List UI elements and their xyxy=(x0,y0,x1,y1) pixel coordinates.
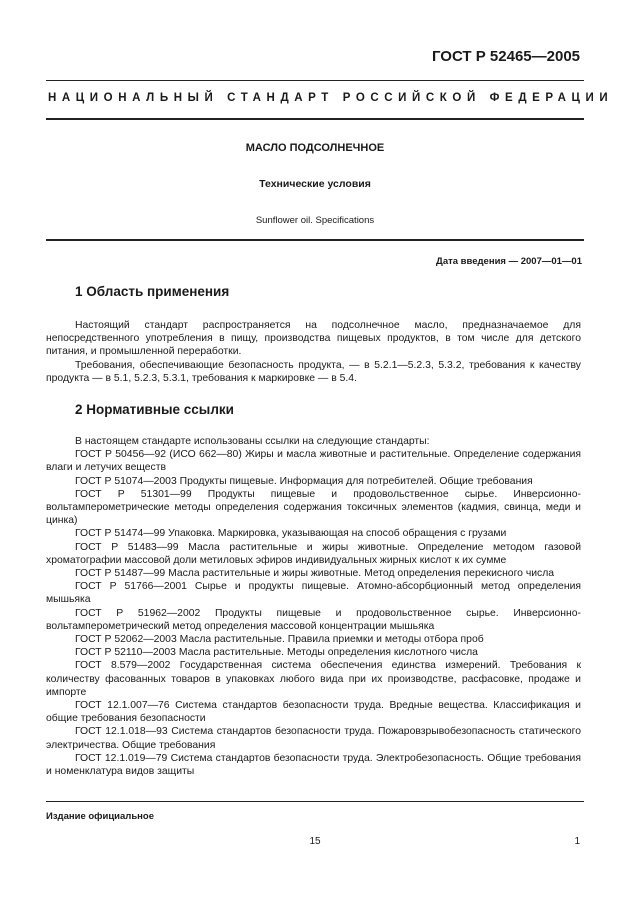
reference-item: ГОСТ Р 51766—2001 Сырье и продукты пищевые. Атомно-абсорбционный метод определения мышьяка xyxy=(46,581,581,606)
reference-item: ГОСТ 12.1.007—76 Система стандартов безопасности труда. Вредные вещества. Классификация и общие требования безопасности xyxy=(46,700,581,725)
reference-item: ГОСТ Р 50456—92 (ИСО 662—80) Жиры и масла животные и растительные. Определение содержания влаги и летучих веществ xyxy=(46,449,581,474)
paragraph: Требования, обеспечивающие безопасность продукта, — в 5.2.1—5.2.3, 5.3.2, требования к качеству продукта — в 5.1, 5.2.3, 5.3.1, требования к маркировке — в 5.4. xyxy=(46,359,581,384)
standard-number: ГОСТ Р 52465—2005 xyxy=(431,48,580,65)
reference-item: ГОСТ Р 51474—99 Упаковка. Маркировка, указывающая на способ обращения с грузами xyxy=(75,528,507,540)
sheet-number: 1 xyxy=(574,836,580,847)
official-edition-label: Издание официальное xyxy=(46,811,154,822)
document-title: МАСЛО ПОДСОЛНЕЧНОЕ xyxy=(245,142,385,154)
reference-item: ГОСТ Р 52110—2003 Масла растительные. Методы определения кислотного числа xyxy=(75,647,478,659)
reference-item: ГОСТ Р 51487—99 Масла растительные и жиры животные. Метод определения перекисного числа xyxy=(75,568,555,580)
reference-item: ГОСТ 8.579—2002 Государственная система обеспечения единства измерений. Требования к количеству фасованных товаров в упаковках любого вида при их производстве, расфасовке, продаже и импорте xyxy=(46,660,581,698)
reference-item: ГОСТ Р 52062—2003 Масла растительные. Правила приемки и методы отбора проб xyxy=(75,634,484,646)
title-rule xyxy=(46,239,584,241)
english-title: Sunflower oil. Specifications xyxy=(255,215,375,226)
section-2-heading: 2 Нормативные ссылки xyxy=(75,402,234,417)
header-rule-thick xyxy=(46,118,584,120)
reference-item: ГОСТ Р 51962—2002 Продукты пищевые и продовольственное сырье. Инверсионно-вольтамперометрический метод определения массовой концентрации мышьяка xyxy=(46,607,581,632)
footer-rule xyxy=(46,801,584,802)
reference-item: ГОСТ Р 51301—99 Продукты пищевые и продовольственное сырье. Инверсионно-вольтамперометрические методы определения содержания токсичных элементов (кадмия, свинца, меди и цинка) xyxy=(46,488,581,527)
reference-item: ГОСТ 12.1.019—79 Система стандартов безопасности труда. Электробезопасность. Общие требования и номенклатура видов защиты xyxy=(46,752,581,778)
reference-item: ГОСТ Р 51483—99 Масла растительные и жиры животные. Определение методом газовой хроматографии массовой доли метиловых эфиров индивидуальных жирных кислот к их сумме xyxy=(46,541,581,566)
page-number: 15 xyxy=(309,836,321,847)
section-2-body xyxy=(46,435,581,778)
paragraph: Настоящий стандарт распространяется на подсолнечное масло, предназначаемое для непосредственного употребления в пищу, производства пищевых продуктов, в том числе для детского питания, и промышленной переработки. xyxy=(46,320,581,358)
national-standard-title: НАЦИОНАЛЬНЫЙ СТАНДАРТ РОССИЙСКОЙ ФЕДЕРАЦИИ xyxy=(48,92,614,104)
document-subtitle: Технические условия xyxy=(259,178,371,190)
reference-item: ГОСТ Р 51074—2003 Продукты пищевые. Информация для потребителей. Общие требования xyxy=(75,475,533,487)
paragraph: В настоящем стандарте использованы ссылки на следующие стандарты: xyxy=(75,436,430,447)
section-1-body xyxy=(46,319,581,385)
section-1-heading: 1 Область применения xyxy=(75,284,230,299)
reference-item: ГОСТ 12.1.018—93 Система стандартов безопасности труда. Пожаровзрывобезопасность статического электричества. Общие требования xyxy=(46,726,581,751)
header-rule xyxy=(46,80,584,81)
introduction-date: Дата введения — 2007—01—01 xyxy=(436,256,582,267)
